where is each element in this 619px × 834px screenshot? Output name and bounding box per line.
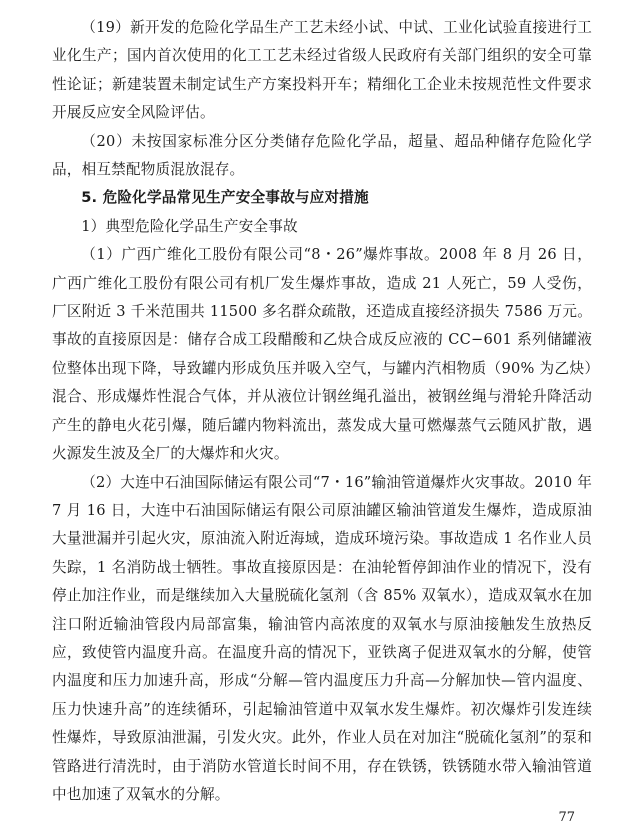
- paragraph-case-dalian: （2）大连中石油国际储运有限公司“7・16”输油管道爆炸火灾事故。2010 年 7 月 16 日，大连中石油国际储运有限公司原油罐区输油管道发生爆炸，造成原油大量泄漏并引起火灾，原油流入附近海域，造成环境污染。事故造成 1 名作业人员失踪，1 名消防战士牺牲。事故直接原因是：在油轮暂停卸油作业的情况下，没有停止加注作业，而是继续加入大量脱硫化氢剂（含 85% 双氧水），造成双氧水在加注口附近输油管段内局部富集，输油管内高浓度的双氧水与原油接触发生放热反应，致使管内温度升高。在温度升高的情况下，亚铁离子促进双氧水的分解，使管内温度和压力加速升高，形成“分解—管内温度压力升高—分解加快—管内温度、压力快速升高”的连续循环，引起输油管道中双氧水发生爆炸。初次爆炸引发连续性爆炸，导致原油泄漏，引发火灾。此外，作业人员在对加注“脱硫化氢剂”的泵和管路进行清洗时，由于消防水管道长时间不用，存在铁锈，铁锈随水带入输油管道中也加速了双氧水的分解。: [52, 473, 592, 803]
- page-content: [52, 14, 592, 809]
- paragraph-item-19: （19）新开发的危险化学品生产工艺未经小试、中试、工业化试验直接进行工业化生产；国内首次使用的化工工艺未经过省级人民政府有关部门组织的安全可靠性论证；新建装置未制定试生产方案投料开车；精细化工企业未按规范性文件要求开展反应安全风险评估。: [52, 19, 592, 122]
- section-heading: 5. 危险化学品常见生产安全事故与应对措施: [81, 189, 369, 207]
- page-number: 77: [558, 810, 575, 825]
- paragraph-case-guangxi: （1）广西广维化工股份有限公司“8・26”爆炸事故。2008 年 8 月 26 日，广西广维化工股份有限公司有机厂发生爆炸事故，造成 21 人死亡，59 人受伤，厂区附近 3 千米范围共 11500 多名群众疏散，还造成直接经济损失 7586 万元。事故的直接原因是：储存合成工段醋酸和乙炔合成反应液的 CC−601 系列储罐液位整体出现下降，导致罐内形成负压并吸入空气，与罐内汽相物质（90% 为乙炔）混合、形成爆炸性混合气体，并从液位计钢丝绳孔溢出，被钢丝绳与滑轮升降活动产生的静电火花引爆，随后罐内物料流出，蒸发成大量可燃爆蒸气云随风扩散，遇火源发生波及全厂的大爆炸和火灾。: [52, 246, 592, 463]
- sub-heading: 1）典型危险化学品生产安全事故: [81, 217, 298, 235]
- paragraph-item-20: （20）未按国家标准分区分类储存危险化学品，超量、超品种储存危险化学品，相互禁配物质混放混存。: [52, 132, 592, 179]
